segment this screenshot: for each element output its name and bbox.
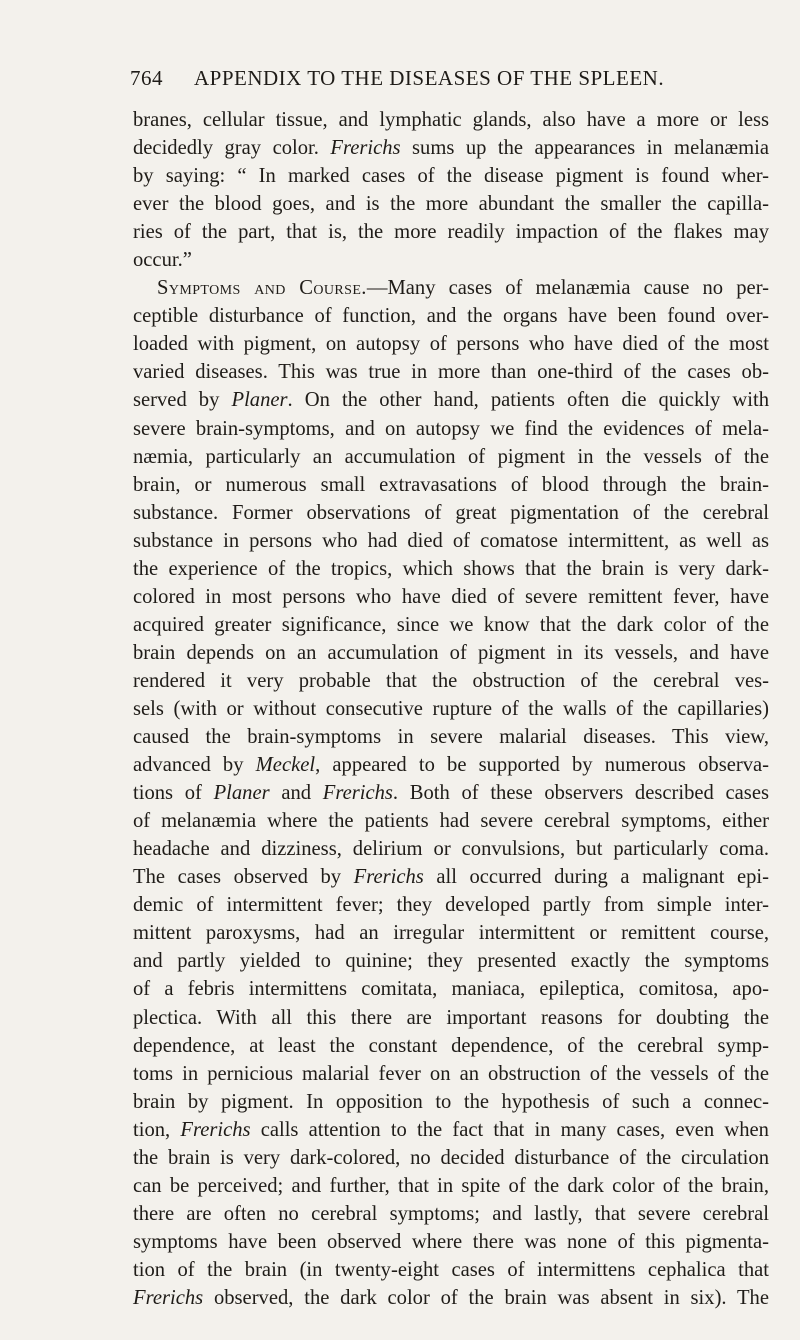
text-line: severe brain-symptoms, and on autopsy we find the evidences of mela- bbox=[133, 417, 769, 440]
text-line: dependence, at least the constant dependence, of the cerebral symp- bbox=[133, 1034, 769, 1057]
text-line: brain, or numerous small extravasations of blood through the brain- bbox=[133, 473, 769, 496]
text-line: ever the blood goes, and is the more abundant the smaller the capilla- bbox=[133, 193, 769, 216]
text-line: tion, Frerichs calls attention to the fact that in many cases, even when bbox=[133, 1118, 769, 1141]
text-line: decidedly gray color. Frerichs sums up the appearances in melanæmia bbox=[133, 137, 769, 160]
text-line: colored in most persons who have died of severe remittent fever, have bbox=[133, 585, 769, 608]
text-line: mittent paroxysms, had an irregular intermittent or remittent course, bbox=[133, 922, 769, 945]
text-line: plectica. With all this there are important reasons for doubting the bbox=[133, 1006, 769, 1029]
text-line: occur.” bbox=[133, 249, 192, 272]
paragraph-continued bbox=[133, 106, 769, 274]
text-line: substance. Former observations of great pigmentation of the cerebral bbox=[133, 501, 769, 524]
text-line: headache and dizziness, delirium or convulsions, but particularly coma. bbox=[133, 838, 769, 861]
author-name: Frerichs bbox=[180, 1118, 251, 1141]
text-line: the experience of the tropics, which shows that the brain is very dark- bbox=[133, 557, 769, 580]
text-line: the brain is very dark-colored, no decided disturbance of the circulation bbox=[133, 1146, 769, 1169]
text-line: ries of the part, that is, the more readily impaction of the flakes may bbox=[133, 221, 769, 244]
text-line: varied diseases. This was true in more than one-third of the cases ob- bbox=[133, 361, 769, 384]
text-line: tion of the brain (in twenty-eight cases of intermittens cephalica that bbox=[133, 1258, 769, 1281]
text-line: The cases observed by Frerichs all occurred during a malignant epi- bbox=[133, 866, 770, 889]
text-line: substance in persons who had died of comatose intermittent, as well as bbox=[133, 529, 769, 552]
paragraph-symptoms bbox=[133, 274, 769, 1312]
section-heading: Symptoms and Course. bbox=[157, 277, 367, 300]
text-line: tions of Planer and Frerichs. Both of these observers described cases bbox=[133, 782, 769, 805]
author-name: Planer bbox=[231, 389, 288, 412]
text-line: of a febris intermittens comitata, maniaca, epileptica, comitosa, apo- bbox=[133, 978, 769, 1001]
author-name: Frerichs bbox=[353, 866, 424, 889]
text-line: rendered it very probable that the obstruction of the cerebral ves- bbox=[133, 669, 769, 692]
author-name: Frerichs bbox=[330, 137, 401, 160]
author-name: Meckel bbox=[255, 754, 316, 777]
body-text bbox=[133, 106, 769, 1312]
text-line: toms in pernicious malarial fever on an obstruction of the vessels of the bbox=[133, 1062, 769, 1085]
author-name: Frerichs bbox=[133, 1286, 204, 1309]
text-line: brain depends on an accumulation of pigment in its vessels, and have bbox=[133, 641, 769, 664]
running-head: APPENDIX TO THE DISEASES OF THE SPLEEN. bbox=[194, 66, 665, 90]
text-line: brain by pigment. In opposition to the hypothesis of such a connec- bbox=[133, 1090, 769, 1113]
text-line: served by Planer. On the other hand, patients often die quickly with bbox=[133, 389, 769, 412]
text-line: branes, cellular tissue, and lymphatic glands, also have a more or less bbox=[133, 109, 769, 131]
page-number: 764 bbox=[130, 66, 163, 90]
author-name: Frerichs bbox=[322, 782, 393, 805]
author-name: Planer bbox=[213, 782, 270, 805]
text-line: acquired greater significance, since we know that the dark color of the bbox=[133, 613, 769, 636]
text-line: demic of intermittent fever; they developed partly from simple inter- bbox=[133, 894, 769, 917]
text-line: loaded with pigment, on autopsy of persons who have died of the most bbox=[133, 333, 769, 356]
text-line: Symptoms and Course.—Many cases of melanæmia cause no per- bbox=[157, 277, 769, 300]
text-line: Frerichs observed, the dark color of the brain was absent in six). The bbox=[133, 1286, 769, 1309]
text-line: there are often no cerebral symptoms; and lastly, that severe cerebral bbox=[133, 1202, 769, 1225]
text-line: sels (with or without consecutive rupture of the walls of the capillaries) bbox=[133, 697, 769, 720]
text-line: symptoms have been observed where there was none of this pigmenta- bbox=[133, 1230, 769, 1253]
text-line: of melanæmia where the patients had severe cerebral symptoms, either bbox=[133, 810, 769, 833]
text-line: can be perceived; and further, that in spite of the dark color of the brain, bbox=[133, 1174, 769, 1197]
text-line: caused the brain-symptoms in severe malarial diseases. This view, bbox=[133, 726, 769, 749]
text-line: by saying: “ In marked cases of the disease pigment is found wher- bbox=[133, 165, 769, 188]
text-line: ceptible disturbance of function, and the organs have been found over- bbox=[133, 305, 769, 328]
text-line: advanced by Meckel, appeared to be supported by numerous observa- bbox=[133, 754, 769, 777]
text-line: næmia, particularly an accumulation of pigment in the vessels of the bbox=[133, 445, 769, 468]
text-line: and partly yielded to quinine; they presented exactly the symptoms bbox=[133, 950, 769, 973]
